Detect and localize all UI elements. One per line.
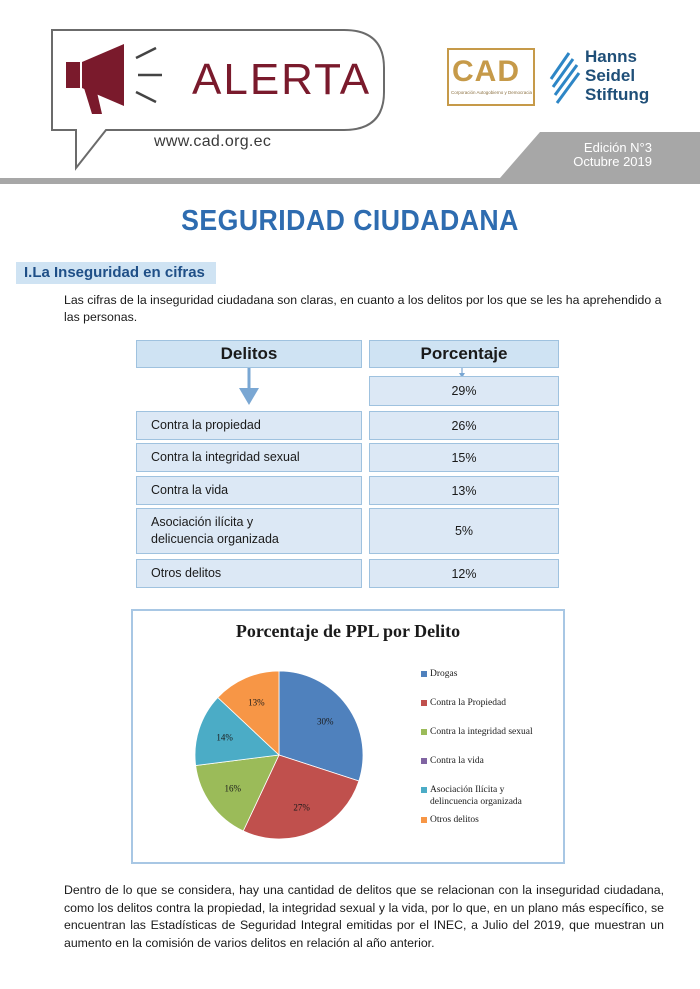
table-cell-porcentaje: 29% [369,376,559,406]
section-title: I.La Inseguridad en cifras [24,264,205,281]
pie-data-label: 27% [293,802,310,813]
legend-swatch [421,729,427,735]
table-cell-delito: Otros delitos [136,559,362,588]
legend-item [430,814,550,826]
legend-label: Contra la vida [430,756,484,766]
table-header-porcentaje: Porcentaje [369,340,559,368]
header-divider [0,178,700,184]
legend-swatch [421,700,427,706]
table-header-delitos: Delitos [136,340,362,368]
pie-data-label: 16% [224,783,242,794]
intro-paragraph: Las cifras de la inseguridad ciudadana son claras, en cuanto a los delitos por los que se les ha aprehendido a las personas. [64,293,662,324]
legend-label: Otros delitos [430,815,479,825]
chart-title: Porcentaje de PPL por Delito [235,621,461,641]
pie-data-label: 13% [248,697,265,708]
edition-info [560,141,652,169]
edition-number: Edición N°3 [583,140,652,155]
alerta-title: ALERTA [192,55,372,104]
legend-item [430,697,550,709]
hanns-seidel-logo-icon [549,49,581,105]
legend-swatch [421,787,427,793]
pie-chart [180,660,380,840]
legend-item [430,726,550,738]
legend-item [430,755,550,767]
legend-label: Contra la Propiedad [430,698,506,708]
table-cell-delito: Contra la integridad sexual [136,443,362,472]
table-cell-delito: Contra la vida [136,476,362,505]
pie-data-label: 30% [316,716,334,727]
legend-swatch [421,758,427,764]
pie-data-label: 14% [216,732,233,743]
legend-item [430,784,550,808]
legend-label: Contra la integridad sexual [430,727,533,737]
closing-paragraph: Dentro de lo que se considera, hay una cantidad de delitos que se relacionan con la inseguridad ciudadana, como los delitos contra la propiedad, la integridad sexual y la vida, por lo que, en un plano más específico, se encuentran las Estadísticas de Seguridad Integral emitidas por el INEC, a Julio del 2019, que muestran un aumento en la comisión de varios delitos en relación al año anterior. [64,883,664,950]
cad-logo-subtitle: Corporación Autogobierno y Democracia [451,90,533,95]
table-cell-delito: Contra la propiedad [136,411,362,440]
table-cell-porcentaje: 13% [369,476,559,505]
megaphone-icon [64,44,174,118]
table-cell-porcentaje: 5% [369,508,559,554]
table-cell-porcentaje: 15% [369,443,559,472]
edition-date: Octubre 2019 [573,154,652,169]
hanns-seidel-logo-text: Hanns Seidel Stiftung [585,47,650,104]
table-cell-porcentaje: 26% [369,411,559,440]
legend-label: Asociación Ilícita y delincuencia organizada [430,785,522,807]
table-cell-porcentaje: 12% [369,559,559,588]
cad-logo-text: CAD [452,55,520,88]
website-link[interactable]: www.cad.org.ec [154,133,272,150]
arrow-down-icon [238,368,260,406]
legend-label: Drogas [430,669,458,679]
page-title: SEGURIDAD CIUDADANA [181,205,519,237]
legend-item [430,668,550,680]
legend-swatch [421,671,427,677]
legend-swatch [421,817,427,823]
table-cell-delito: Asociación ilícita y delicuencia organizada [136,508,362,554]
